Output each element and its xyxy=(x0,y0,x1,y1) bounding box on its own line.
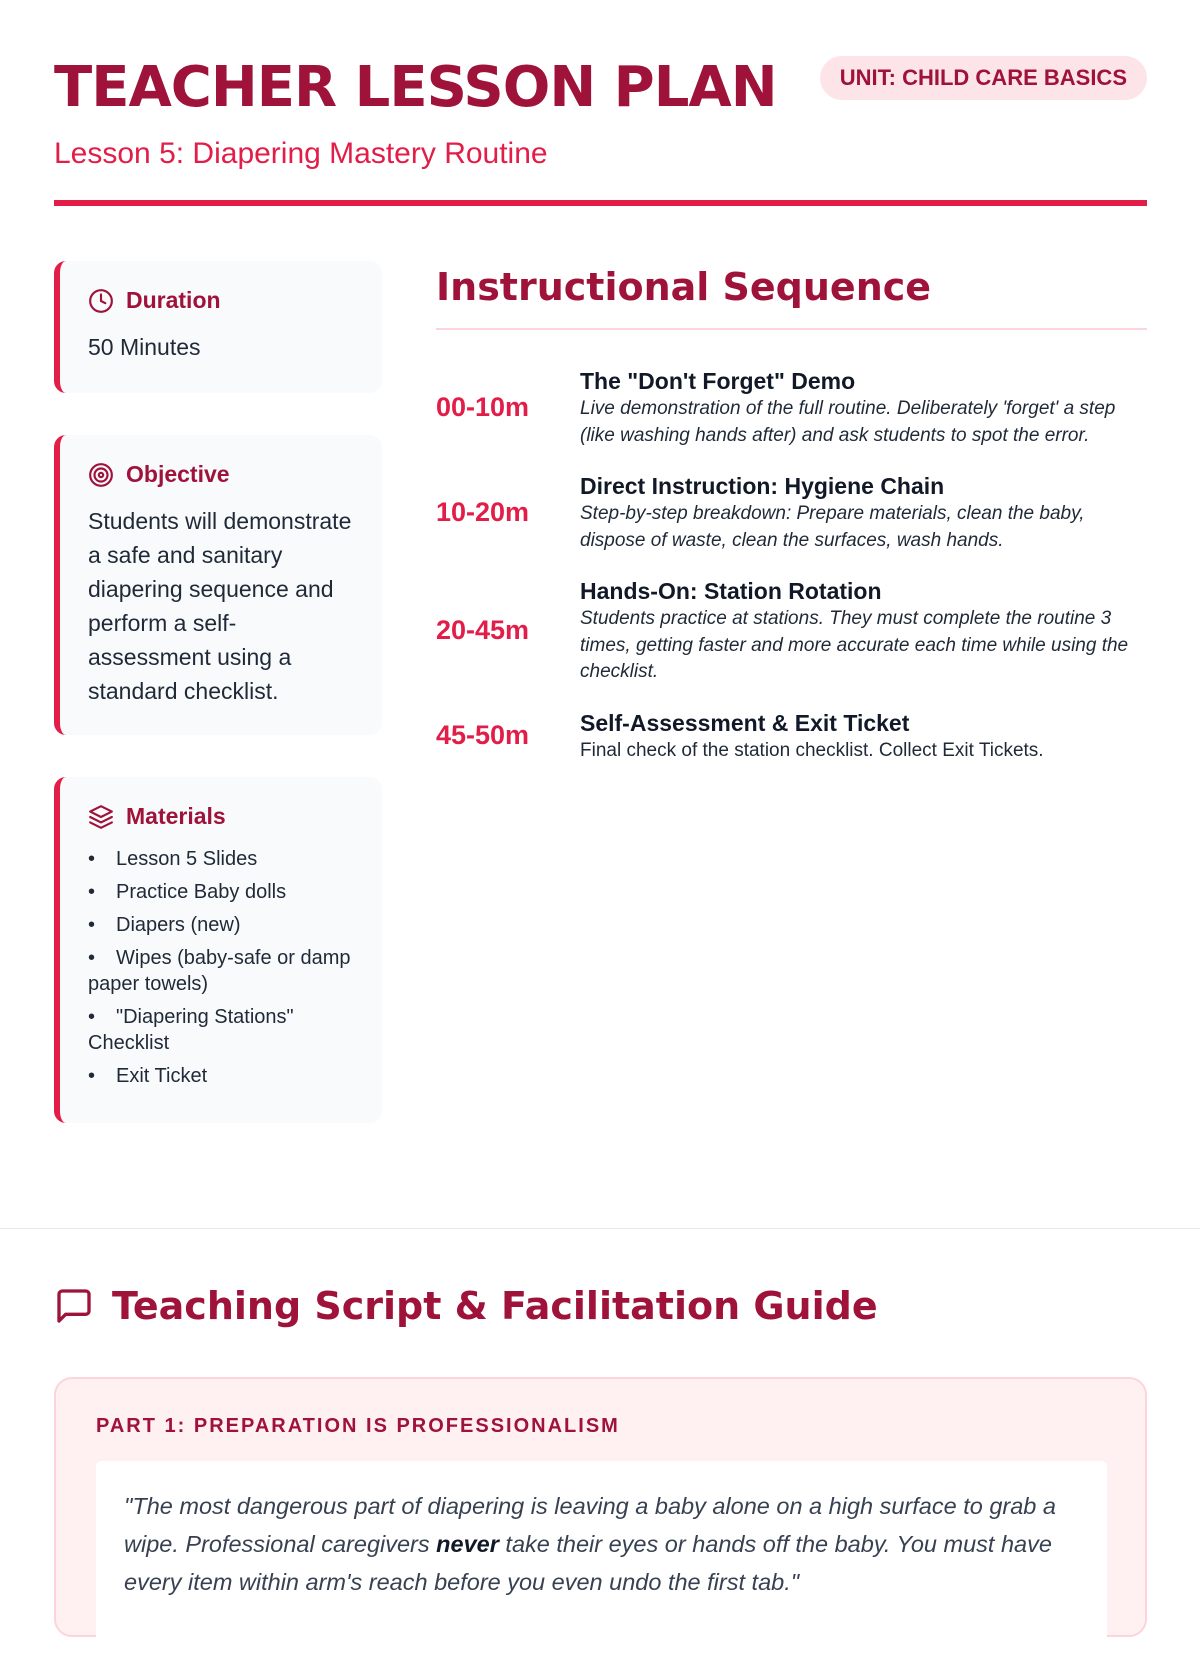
step-description: Students practice at stations. They must complete the routine 3 times, getting faster and more accurate each time while using the checklist. xyxy=(580,608,1129,682)
lesson-subtitle: Lesson 5: Diapering Mastery Routine xyxy=(54,137,548,170)
materials-header xyxy=(88,803,358,830)
section-divider xyxy=(0,1228,1200,1229)
quote-emphasis: never xyxy=(436,1531,499,1557)
objective-card xyxy=(54,435,382,735)
quote-text: "The most dangerous part of diapering is leaving a baby alone on a high surface to grab a wipe. Professional caregivers xyxy=(124,1493,1056,1557)
message-square-icon xyxy=(54,1286,94,1326)
sequence-step xyxy=(436,471,1147,554)
step-time: 00-10m xyxy=(436,392,530,422)
clock-icon xyxy=(88,288,114,314)
step-description: Live demonstration of the full routine. Deliberately 'forget' a step (like washing hands after) and ask students to spot the error. xyxy=(580,398,1116,446)
step-heading: Direct Instruction: Hygiene Chain xyxy=(580,473,945,499)
step-description: Final check of the station checklist. Collect Exit Tickets. xyxy=(580,739,1044,761)
objective-text: Students will demonstrate a safe and sanitary diapering sequence and perform a self-assessment using a standard checklist. xyxy=(88,508,352,704)
duration-card xyxy=(54,261,382,393)
instructional-sequence xyxy=(436,262,1147,786)
quote-text: take their eyes or hands off the baby. You must have every item within arm's reach before you even undo the first tab." xyxy=(124,1531,1052,1595)
part-label: PART 1: PREPARATION IS PROFESSIONALISM xyxy=(96,1415,620,1437)
step-description: Step-by-step breakdown: Prepare materials, clean the baby, dispose of waste, clean the surfaces, wash hands. xyxy=(580,503,1085,551)
materials-item: • Lesson 5 Slides xyxy=(88,846,358,872)
materials-item: • Practice Baby dolls xyxy=(88,879,358,905)
materials-item: • "Diapering Stations" Checklist xyxy=(88,1004,358,1056)
duration-value: 50 Minutes xyxy=(88,334,201,360)
materials-list xyxy=(88,846,358,1089)
sequence-step xyxy=(436,576,1147,686)
script-quote-box xyxy=(96,1461,1107,1661)
page-header xyxy=(54,52,1147,174)
objective-header xyxy=(88,461,358,488)
script-quote xyxy=(124,1487,1079,1601)
sequence-title: Instructional Sequence xyxy=(436,265,932,309)
step-time: 10-20m xyxy=(436,497,530,527)
materials-item: • Diapers (new) xyxy=(88,912,358,938)
unit-badge: UNIT: CHILD CARE BASICS xyxy=(820,56,1147,100)
step-heading: Self-Assessment & Exit Ticket xyxy=(580,709,910,736)
layers-icon xyxy=(88,804,114,830)
header-divider xyxy=(54,200,1147,206)
step-heading: The "Don't Forget" Demo xyxy=(580,368,856,394)
script-title: Teaching Script & Facilitation Guide xyxy=(112,1284,878,1328)
page-title: TEACHER LESSON PLAN xyxy=(54,55,777,120)
script-header xyxy=(54,1284,878,1328)
materials-label: Materials xyxy=(126,803,226,829)
target-icon xyxy=(88,462,114,488)
lesson-sidebar xyxy=(54,261,382,1165)
duration-label: Duration xyxy=(126,287,221,313)
materials-item: • Wipes (baby-safe or damp paper towels) xyxy=(88,945,358,997)
script-part-1 xyxy=(54,1377,1147,1637)
duration-header xyxy=(88,287,358,314)
step-time: 45-50m xyxy=(436,720,530,751)
materials-card xyxy=(54,777,382,1123)
sequence-divider xyxy=(436,328,1147,330)
sequence-list xyxy=(436,366,1147,764)
objective-label: Objective xyxy=(126,461,230,487)
sequence-step xyxy=(436,708,1147,765)
step-time: 20-45m xyxy=(436,615,530,646)
sequence-step xyxy=(436,366,1147,449)
materials-item: • Exit Ticket xyxy=(88,1063,358,1089)
step-heading: Hands-On: Station Rotation xyxy=(580,578,882,604)
